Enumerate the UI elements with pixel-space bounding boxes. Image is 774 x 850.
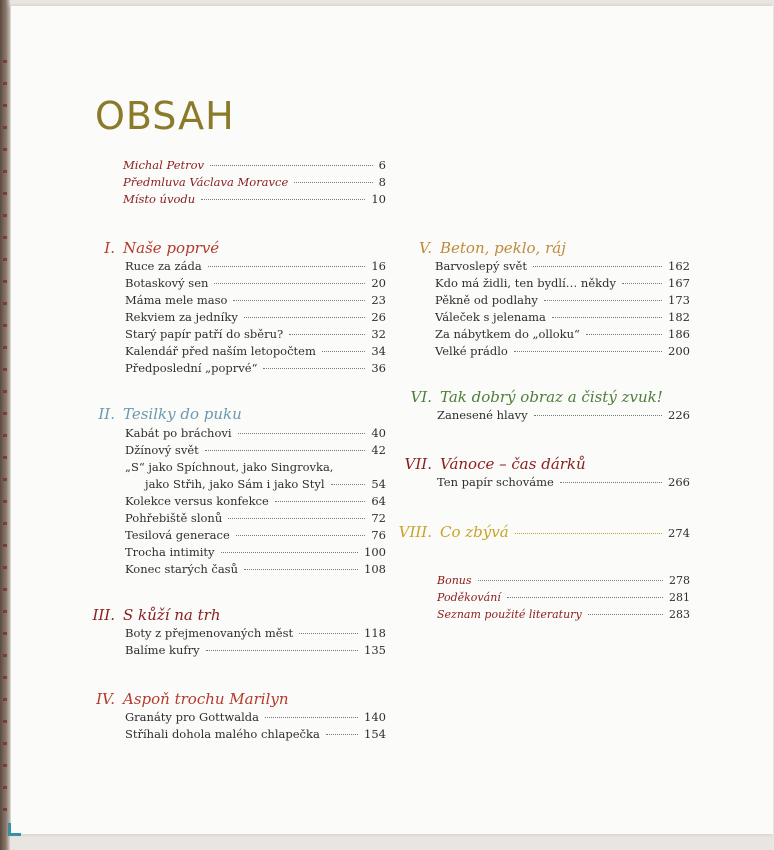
- dot-leader: [201, 199, 365, 200]
- toc-entry[interactable]: Granáty pro Gottwalda 140: [125, 710, 386, 724]
- toc-entry[interactable]: Pohřebiště slonů 72: [125, 511, 386, 525]
- dot-leader: [514, 351, 662, 352]
- dot-leader: [221, 552, 359, 553]
- toc-entry[interactable]: jako Střih, jako Sám i jako Styl 54: [145, 477, 386, 491]
- dot-leader: [275, 501, 366, 502]
- toc-entry[interactable]: Rekviem za jedníky 26: [125, 310, 386, 324]
- dot-leader: [265, 717, 358, 718]
- toc-entry[interactable]: Ten papír schováme 266: [437, 475, 690, 489]
- dot-leader: [205, 450, 366, 451]
- dot-leader: [331, 484, 366, 485]
- chapter-heading-1[interactable]: I. Naše poprvé: [104, 239, 220, 257]
- dot-leader: [299, 633, 358, 634]
- dot-leader: [552, 317, 662, 318]
- toc-entry[interactable]: Trocha intimity 100: [125, 545, 386, 559]
- toc-entry[interactable]: Stříhali dohola malého chlapečka 154: [125, 727, 386, 741]
- spine-stitching: [3, 60, 7, 830]
- dot-leader: [206, 650, 358, 651]
- toc-entry[interactable]: Starý papír patří do sběru? 32: [125, 327, 386, 341]
- toc-entry[interactable]: Tesilová generace 76: [125, 528, 386, 542]
- toc-entry-acknowledgements[interactable]: Poděkování 281: [437, 591, 690, 604]
- dot-leader: [326, 734, 358, 735]
- toc-entry[interactable]: Kolekce versus konfekce 64: [125, 494, 386, 508]
- chapter-heading-7[interactable]: VII. Vánoce – čas dárků: [404, 455, 586, 473]
- page-corner-mark: [8, 823, 21, 836]
- toc-entry-intro-3[interactable]: Místo úvodu 10: [123, 192, 386, 206]
- toc-entry[interactable]: Máma mele maso 23: [125, 293, 386, 307]
- toc-entry-intro-1[interactable]: Michal Petrov 6: [123, 158, 386, 172]
- dot-leader: [515, 533, 662, 534]
- dot-leader: [289, 334, 365, 335]
- dot-leader: [533, 266, 662, 267]
- chapter-heading-8[interactable]: VIII. Co zbývá 274: [398, 523, 690, 541]
- chapter-heading-3[interactable]: III. S kůží na trh: [92, 606, 221, 624]
- chapter-heading-6[interactable]: VI. Tak dobrý obraz a čistý zvuk!: [410, 388, 663, 406]
- toc-entry-intro-2[interactable]: Předmluva Václava Moravce 8: [123, 175, 386, 189]
- toc-entry[interactable]: Konec starých časů 108: [125, 562, 386, 576]
- dot-leader: [478, 580, 663, 581]
- dot-leader: [210, 165, 373, 166]
- dot-leader: [534, 415, 662, 416]
- dot-leader: [208, 266, 366, 267]
- dot-leader: [244, 317, 366, 318]
- chapter-heading-2[interactable]: II. Tesilky do puku: [98, 405, 242, 423]
- book-spine: [0, 0, 10, 850]
- dot-leader: [236, 535, 366, 536]
- toc-entry[interactable]: Ruce za záda 16: [125, 259, 386, 273]
- toc-entry[interactable]: Balíme kufry 135: [125, 643, 386, 657]
- dot-leader: [322, 351, 365, 352]
- dot-leader: [244, 569, 358, 570]
- dot-leader: [622, 283, 662, 284]
- toc-entry[interactable]: Kalendář před naším letopočtem 34: [125, 344, 386, 358]
- toc-entry[interactable]: Za nábytkem do „olloku“ 186: [435, 327, 690, 341]
- toc-entry[interactable]: Džínový svět 42: [125, 443, 386, 457]
- page-title: OBSAH: [95, 94, 235, 138]
- dot-leader: [238, 433, 366, 434]
- toc-entry-bonus[interactable]: Bonus 278: [437, 574, 690, 587]
- toc-entry[interactable]: Váleček s jelenama 182: [435, 310, 690, 324]
- dot-leader: [263, 368, 365, 369]
- toc-entry[interactable]: Velké prádlo 200: [435, 344, 690, 358]
- dot-leader: [560, 482, 662, 483]
- dot-leader: [228, 518, 365, 519]
- dot-leader: [214, 283, 365, 284]
- toc-entry[interactable]: Zanesené hlavy 226: [437, 408, 690, 422]
- dot-leader: [544, 300, 662, 301]
- dot-leader: [588, 614, 663, 615]
- toc-entry-label-line[interactable]: „S“ jako Spíchnout, jako Singrovka,: [125, 460, 334, 474]
- dot-leader: [586, 334, 662, 335]
- toc-entry[interactable]: Pěkně od podlahy 173: [435, 293, 690, 307]
- toc-entry-bibliography[interactable]: Seznam použité literatury 283: [437, 608, 690, 621]
- toc-entry[interactable]: Kdo má židli, ten bydlí… někdy 167: [435, 276, 690, 290]
- dot-leader: [507, 597, 663, 598]
- chapter-heading-5[interactable]: V. Beton, peklo, ráj: [419, 239, 566, 257]
- toc-entry[interactable]: Barvoslepý svět 162: [435, 259, 690, 273]
- toc-entry[interactable]: Botaskový sen 20: [125, 276, 386, 290]
- dot-leader: [233, 300, 365, 301]
- toc-entry[interactable]: Předposlední „poprvé“ 36: [125, 361, 386, 375]
- dot-leader: [294, 182, 372, 183]
- toc-entry[interactable]: Kabát po bráchovi 40: [125, 426, 386, 440]
- toc-entry[interactable]: Boty z přejmenovaných měst 118: [125, 626, 386, 640]
- chapter-heading-4[interactable]: IV. Aspoň trochu Marilyn: [96, 690, 289, 708]
